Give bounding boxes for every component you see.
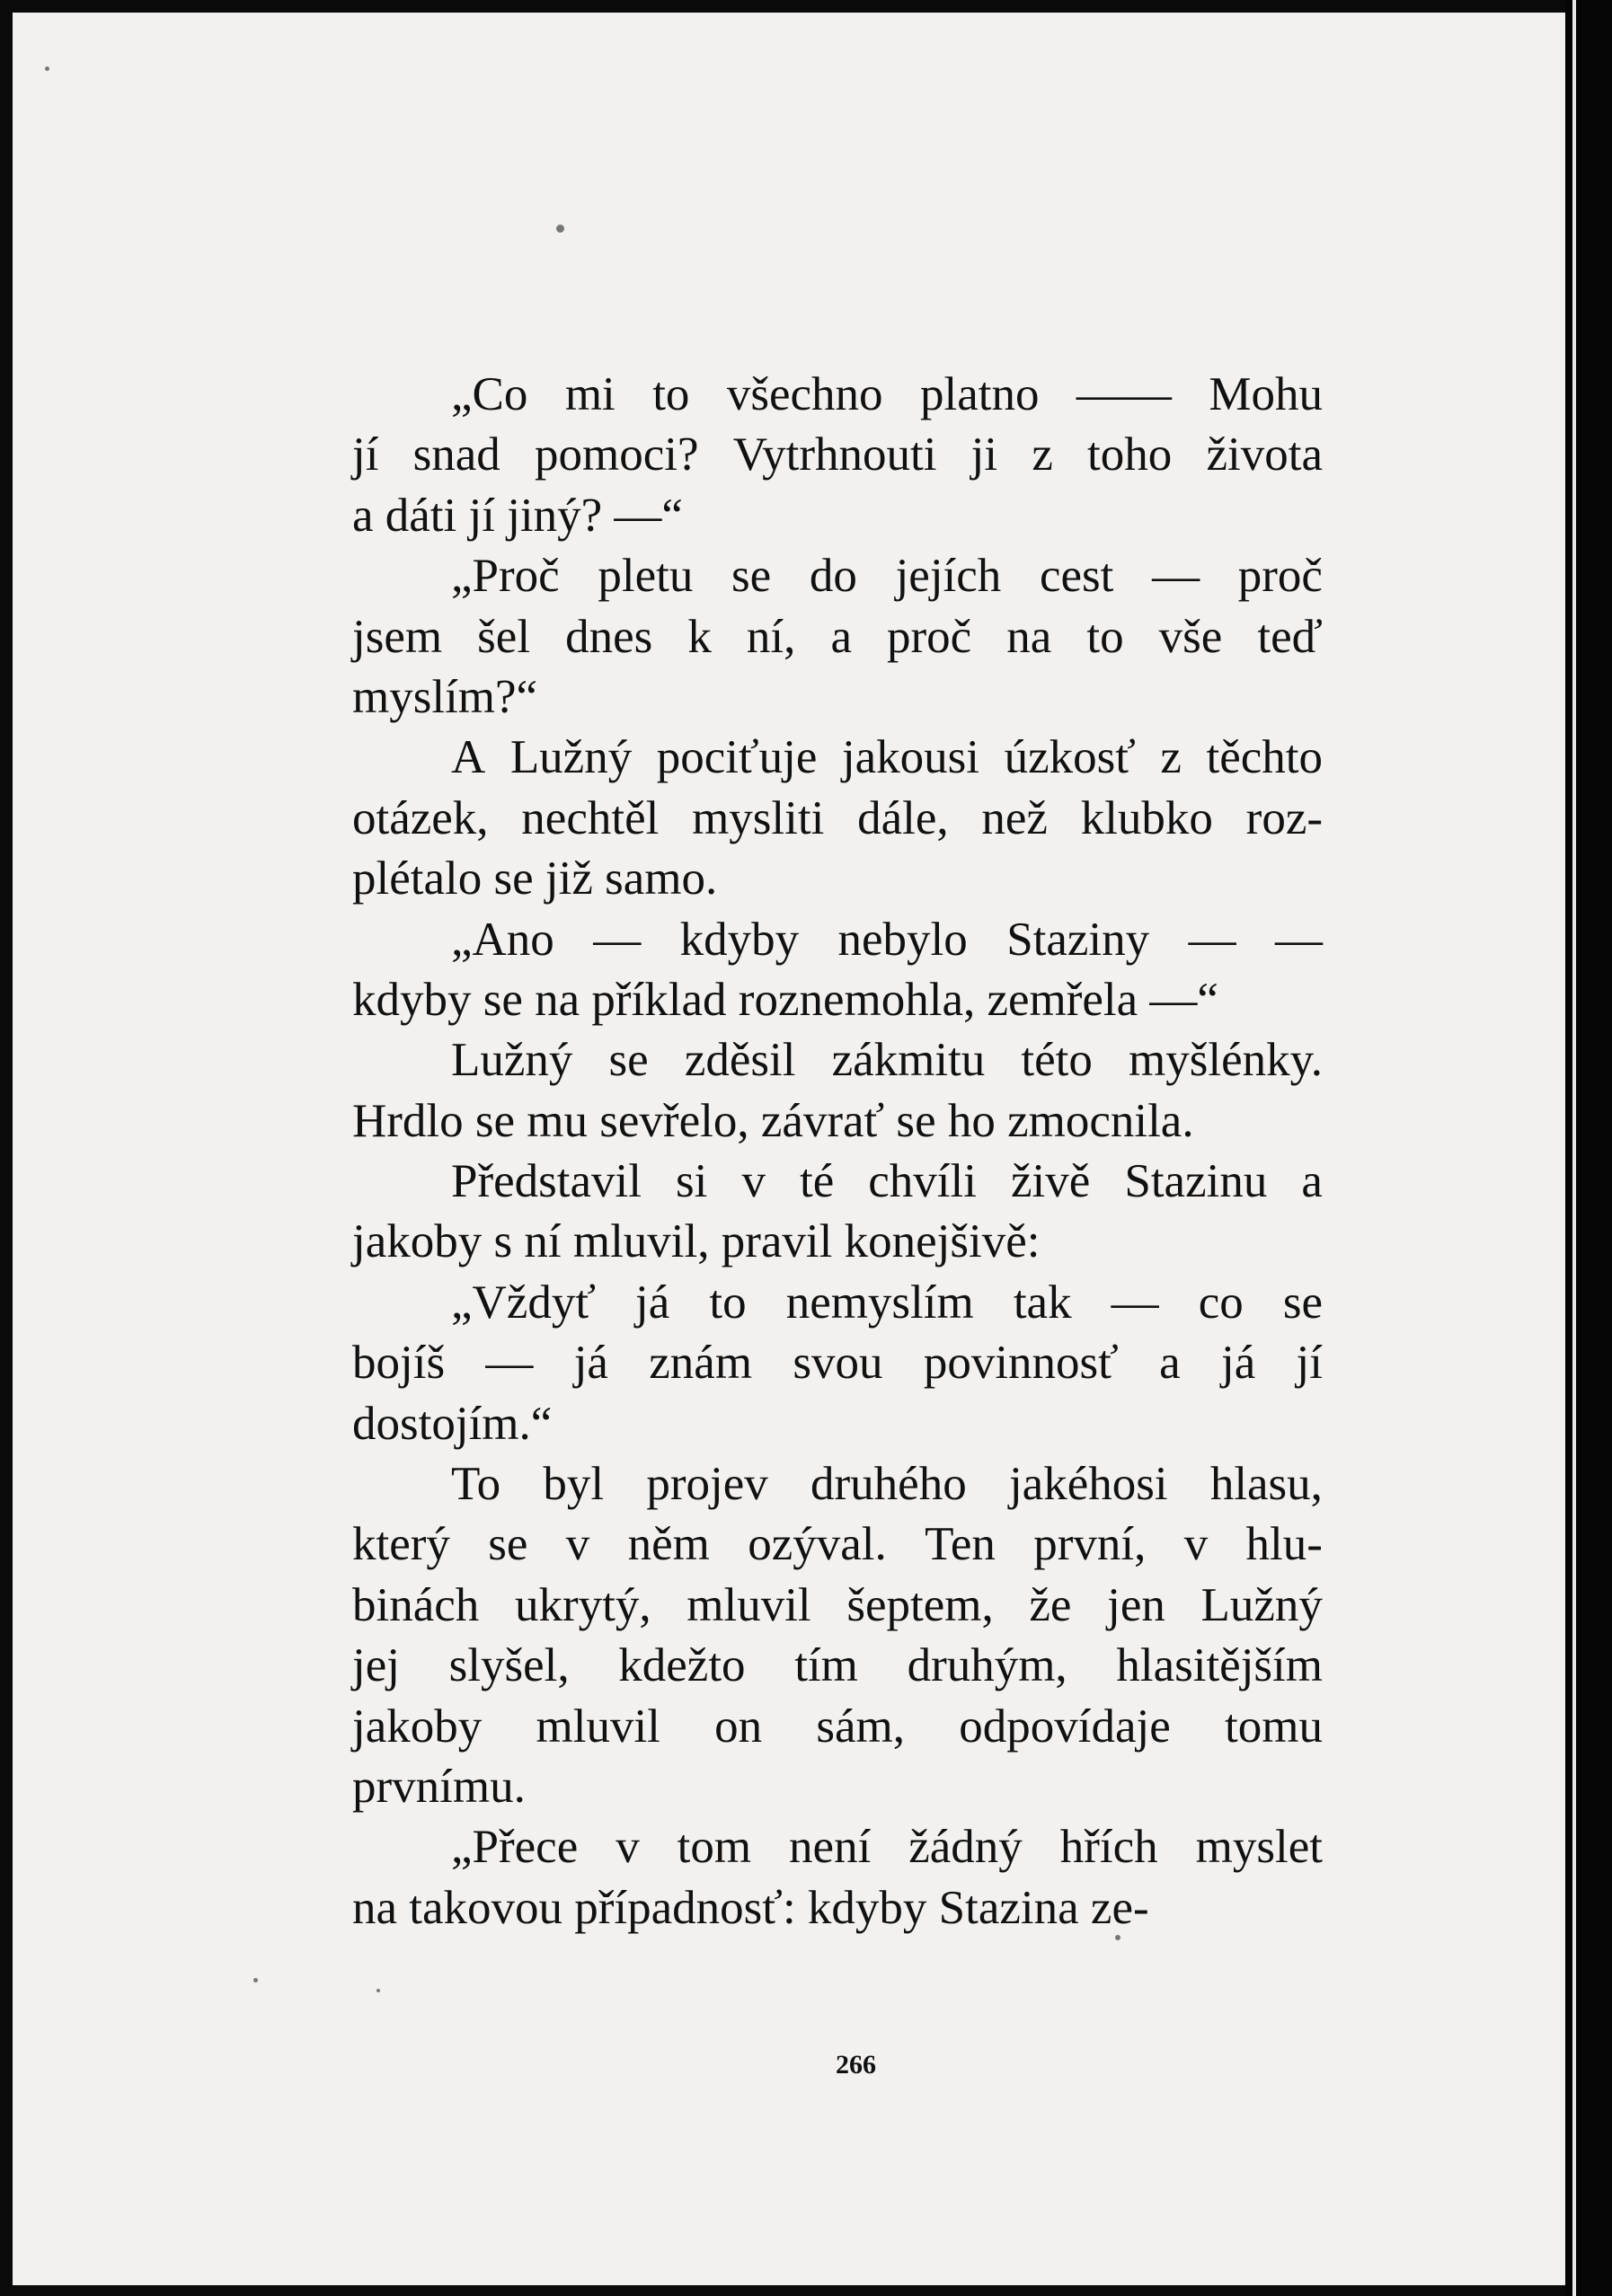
text-line: „Ano — kdyby nebylo Staziny — — xyxy=(451,913,1323,966)
page-speck xyxy=(253,1978,258,1983)
text-line: který se v něm ozýval. Ten první, v hlu- xyxy=(352,1518,1323,1571)
text-line: „Vždyť já to nemyslím tak — co se xyxy=(451,1276,1323,1329)
text-line: a dáti jí jiný? —“ xyxy=(352,489,683,542)
text-line: prvnímu. xyxy=(352,1760,526,1813)
text-line: Lužný se zděsil zákmitu této myšlénky. xyxy=(451,1034,1323,1087)
text-line: jí snad pomoci? Vytrhnouti ji z toho života xyxy=(352,428,1323,481)
text-line: na takovou případnosť: kdyby Stazina ze- xyxy=(352,1881,1149,1934)
text-line: „Přece v tom není žádný hřích myslet xyxy=(451,1821,1323,1874)
text-line: jakoby s ní mluvil, pravil konejšivě: xyxy=(352,1215,1041,1268)
text-line: jsem šel dnes k ní, a proč na to vše teď xyxy=(352,610,1323,663)
book-page xyxy=(13,13,1565,2285)
body-text xyxy=(352,365,1323,1938)
text-line: jej slyšel, kdežto tím druhým, hlasitějším xyxy=(352,1639,1323,1692)
text-line: Hrdlo se mu sevřelo, závrať se ho zmocnila. xyxy=(352,1094,1194,1147)
text-line: binách ukrytý, mluvil šeptem, že jen Lužný xyxy=(352,1578,1323,1631)
text-line: jakoby mluvil on sám, odpovídaje tomu xyxy=(352,1700,1323,1753)
text-line: plétalo se již samo. xyxy=(352,852,718,905)
page-speck xyxy=(556,225,564,233)
scan-edge xyxy=(1565,0,1612,2296)
text-line: A Lužný pociťuje jakousi úzkosť z těchto xyxy=(451,731,1323,784)
text-line: To byl projev druhého jakéhosi hlasu, xyxy=(451,1458,1323,1511)
scan-edge-strip xyxy=(1572,0,1576,2296)
text-line: „Proč pletu se do jejích cest — proč xyxy=(451,550,1323,603)
page-speck xyxy=(376,1989,380,1992)
text-line: kdyby se na příklad roznemohla, zemřela —“ xyxy=(352,973,1218,1026)
page-number: 266 xyxy=(836,2050,876,2080)
text-line: dostojím.“ xyxy=(352,1397,553,1450)
text-line: „Co mi to všechno platno —— Mohu xyxy=(451,368,1323,420)
page-speck xyxy=(45,66,49,71)
text-line: Představil si v té chvíli živě Stazinu a xyxy=(451,1155,1323,1208)
text-line: otázek, nechtěl mysliti dále, než klubko roz- xyxy=(352,791,1323,844)
text-line: bojíš — já znám svou povinnosť a já jí xyxy=(352,1337,1323,1390)
text-line: myslím?“ xyxy=(352,670,538,723)
